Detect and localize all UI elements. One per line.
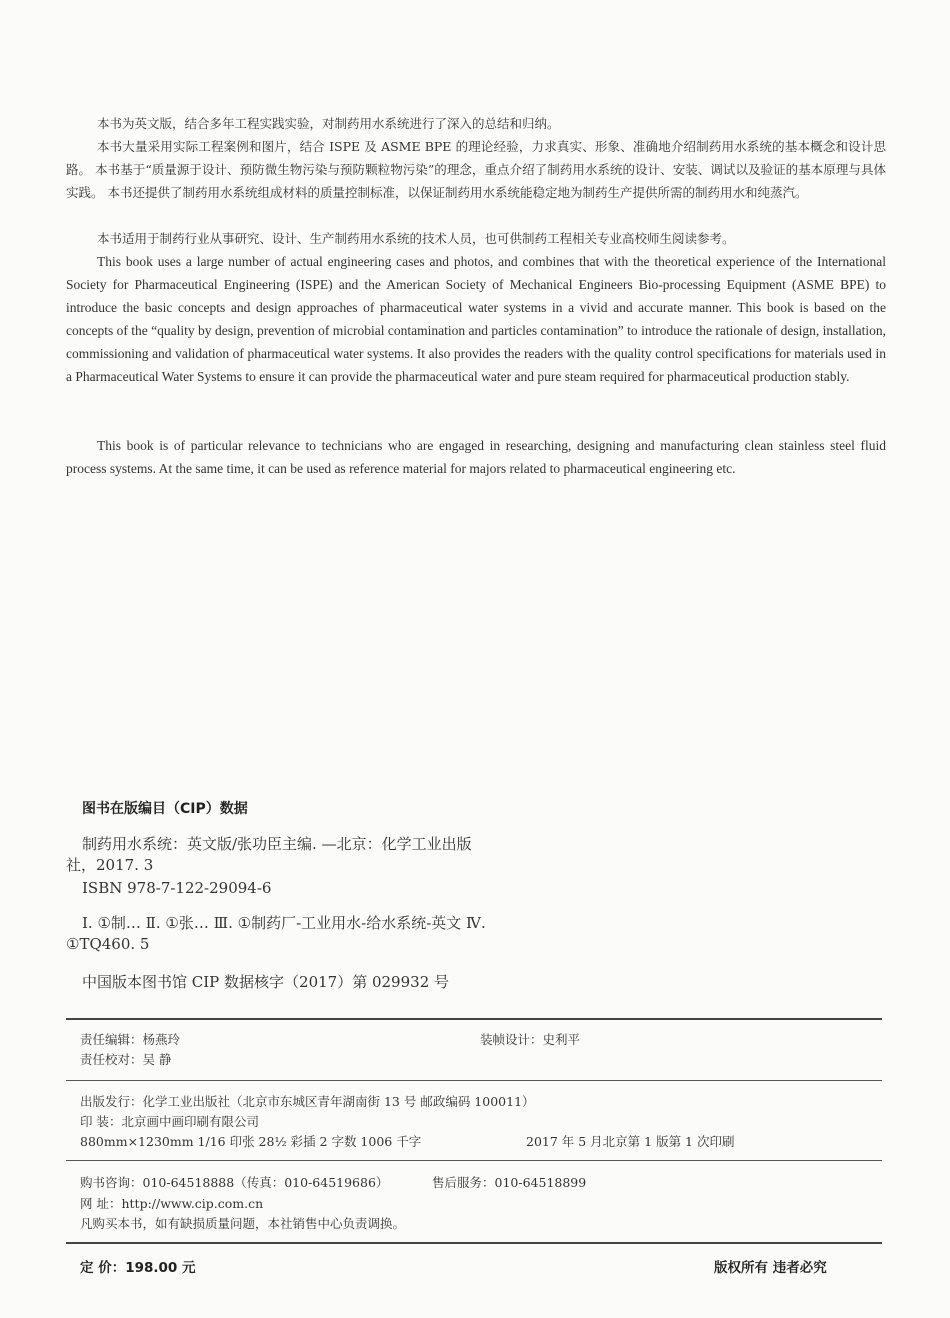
intro-cn-paragraph-1: 本书为英文版，结合多年工程实践实验，对制药用水系统进行了深入的总结和归纳。	[97, 116, 560, 131]
divider-bottom	[66, 1242, 882, 1244]
cip-isbn: ISBN 978-7-122-29094-6	[82, 879, 272, 897]
intro-en-paragraph-2: This book is of particular relevance to technicians who are engaged in researching, designing and manufacturing clean stainless steel fluid process systems. At the same time, it can be used as reference material for majors related to pharmaceutical engineering etc.	[66, 438, 886, 476]
credit-proofreader: 责任校对：吴 静	[80, 1052, 172, 1067]
divider-top	[66, 1018, 882, 1020]
cip-heading: 图书在版编目（CIP）数据	[82, 801, 248, 817]
intro-cn-paragraph-2: 本书大量采用实际工程案例和图片，结合 ISPE 及 ASME BPE 的理论经验，力求真实、形象、准确地介绍制药用水系统的基本概念和设计思路。 本书基于“质量源于设计、预防微生物污染与预防颗粒物污染”的理念，重点介绍了制药用水系统的设计、安装、调试以及验证的基本原理与具体实践。 本书还提供了制药用水系统组成材料的质量控制标准，以保证制药用水系统能稳定地为制药生产提供所需的制药用水和纯蒸汽。	[66, 139, 886, 200]
cip-subjects: Ⅰ. ①制… Ⅱ. ①张… Ⅲ. ①制药厂-工业用水-给水系统-英文 Ⅳ. ①TQ460. 5	[66, 914, 486, 953]
intro-cn-paragraph-3: 本书适用于制药行业从事研究、设计、生产制药用水系统的技术人员，也可供制药工程相关专业高校师生阅读参考。	[97, 231, 735, 246]
purchase-contact: 购书咨询：010-64518888（传真：010-64519686）	[80, 1175, 389, 1190]
edition-line: 2017 年 5 月北京第 1 版第 1 次印刷	[526, 1134, 735, 1149]
printer-line: 印 装：北京画中画印刷有限公司	[80, 1114, 259, 1129]
website-line: 网 址：http://www.cip.com.cn	[80, 1196, 264, 1211]
cip-title-line: 制药用水系统：英文版/张功臣主编. —北京：化学工业出版社，2017. 3	[66, 835, 472, 874]
divider-2	[66, 1080, 882, 1081]
price-label: 定 价：198.00 元	[80, 1260, 196, 1276]
cip-record-number: 中国版本图书馆 CIP 数据核字（2017）第 029932 号	[82, 973, 450, 991]
credit-editor: 责任编辑：杨燕玲	[80, 1032, 181, 1047]
intro-en-paragraph-1: This book uses a large number of actual engineering cases and photos, and combines that with the theoretical experience of the International Society for Pharmaceutical Engineering (ISPE) and the American Society of Mechanical Engineers Bio-processing Equipment (ASME BPE) to introduce the basic concepts and design approaches of pharmaceutical water systems in a vivid and accurate manner. This book is based on the concepts of the “quality by design, prevention of microbial contamination and particles contamination” to introduce the rationale of design, installation, commissioning and validation of pharmaceutical water systems. It also provides the readers with the quality control specifications for materials used in a Pharmaceutical Water Systems to ensure it can provide the pharmaceutical water and pure steam required for pharmaceutical production stably.	[66, 254, 886, 384]
aftersale-contact: 售后服务：010-64518899	[432, 1175, 587, 1190]
replacement-notice: 凡购买本书，如有缺损质量问题，本社销售中心负责调换。	[80, 1216, 406, 1231]
divider-3	[66, 1160, 882, 1161]
copyright-notice: 版权所有 违者必究	[714, 1260, 827, 1276]
format-line: 880mm×1230mm 1/16 印张 28½ 彩插 2 字数 1006 千字	[80, 1134, 422, 1149]
publisher-line: 出版发行：化学工业出版社（北京市东城区青年湖南街 13 号 邮政编码 100011）	[80, 1094, 535, 1109]
credit-designer: 装帧设计：史利平	[480, 1032, 581, 1047]
